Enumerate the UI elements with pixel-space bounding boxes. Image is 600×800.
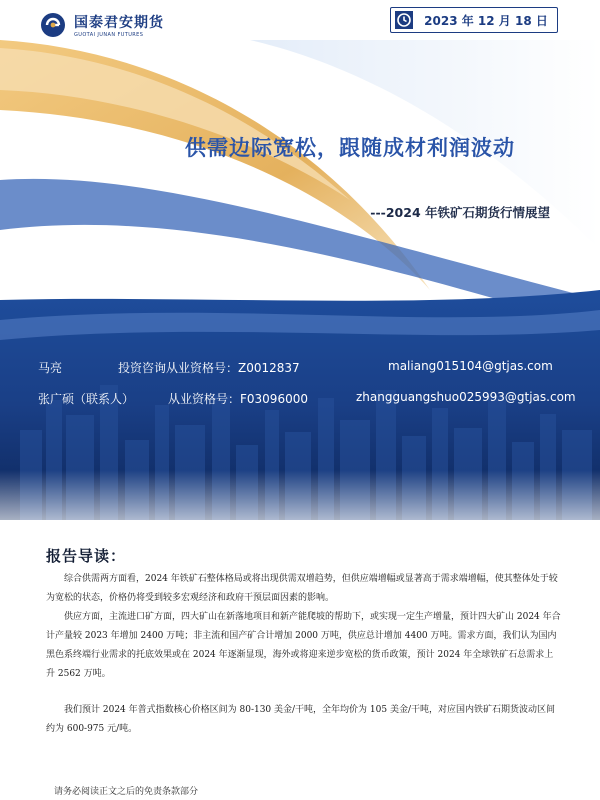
guide-paragraph: 供应方面，主流进口矿方面，四大矿山在新落地项目和新产能爬坡的帮助下，或实现一定生产增量，预计四大矿山 2024 年合计产量较 2023 年增加 2400 万吨；非主流和国产矿合计增加 2000 万吨，供应总计增加 4400 万吨。需求方面，我们认为国内黑色系终端行业需求的托底效果或在 2024 年逐渐显现，海外或将迎来逆步宽松的货币政策，预计 2024 年全球铁矿石总需求上升 2562 万吨。	[46, 612, 561, 679]
clock-icon	[393, 9, 415, 31]
company-logo	[40, 12, 164, 38]
logo-icon	[40, 12, 66, 38]
guide-heading: 报告导读：	[46, 547, 127, 565]
report-date-badge	[390, 7, 558, 33]
author-row	[38, 390, 578, 408]
disclaimer-note: 请务必阅读正文之后的免责条款部分	[54, 787, 199, 797]
guide-paragraph: 综合供需两方面看，2024 年铁矿石整体格局或将出现供需双增趋势，但供应端增幅或显著高于需求端增幅，使其整体处于较为宽松的状态，价格仍将受到较多宏观经济和政府干预层面因素的影响。	[46, 574, 558, 603]
author-credential: 投资咨询从业资格号：Z0012837	[118, 361, 300, 375]
report-title: 供需边际宽松，跟随成材利润波动	[185, 136, 515, 160]
guide-paragraph: 我们预计 2024 年普式指数核心价格区间为 80-130 美金/干吨，全年均价为 105 美金/干吨，对应国内铁矿石期货波动区间约为 600-975 元/吨。	[46, 705, 555, 734]
author-row	[38, 359, 578, 377]
author-name: 张广硕（联系人）	[38, 392, 135, 406]
logo-chinese-name: 国泰君安期货	[74, 15, 164, 31]
author-credential: 从业资格号：F03096000	[168, 392, 308, 406]
author-name: 马亮	[38, 361, 63, 375]
author-email[interactable]: zhangguangshuo025993@gtjas.com	[356, 390, 576, 404]
author-email[interactable]: maliang015104@gtjas.com	[388, 359, 553, 373]
logo-english-name: GUOTAI JUNAN FUTURES	[74, 32, 144, 38]
report-date: 2023 年 12 月 18 日	[424, 13, 548, 28]
guide-body	[46, 570, 562, 739]
report-subtitle: ---2024 年铁矿石期货行情展望	[370, 205, 550, 220]
